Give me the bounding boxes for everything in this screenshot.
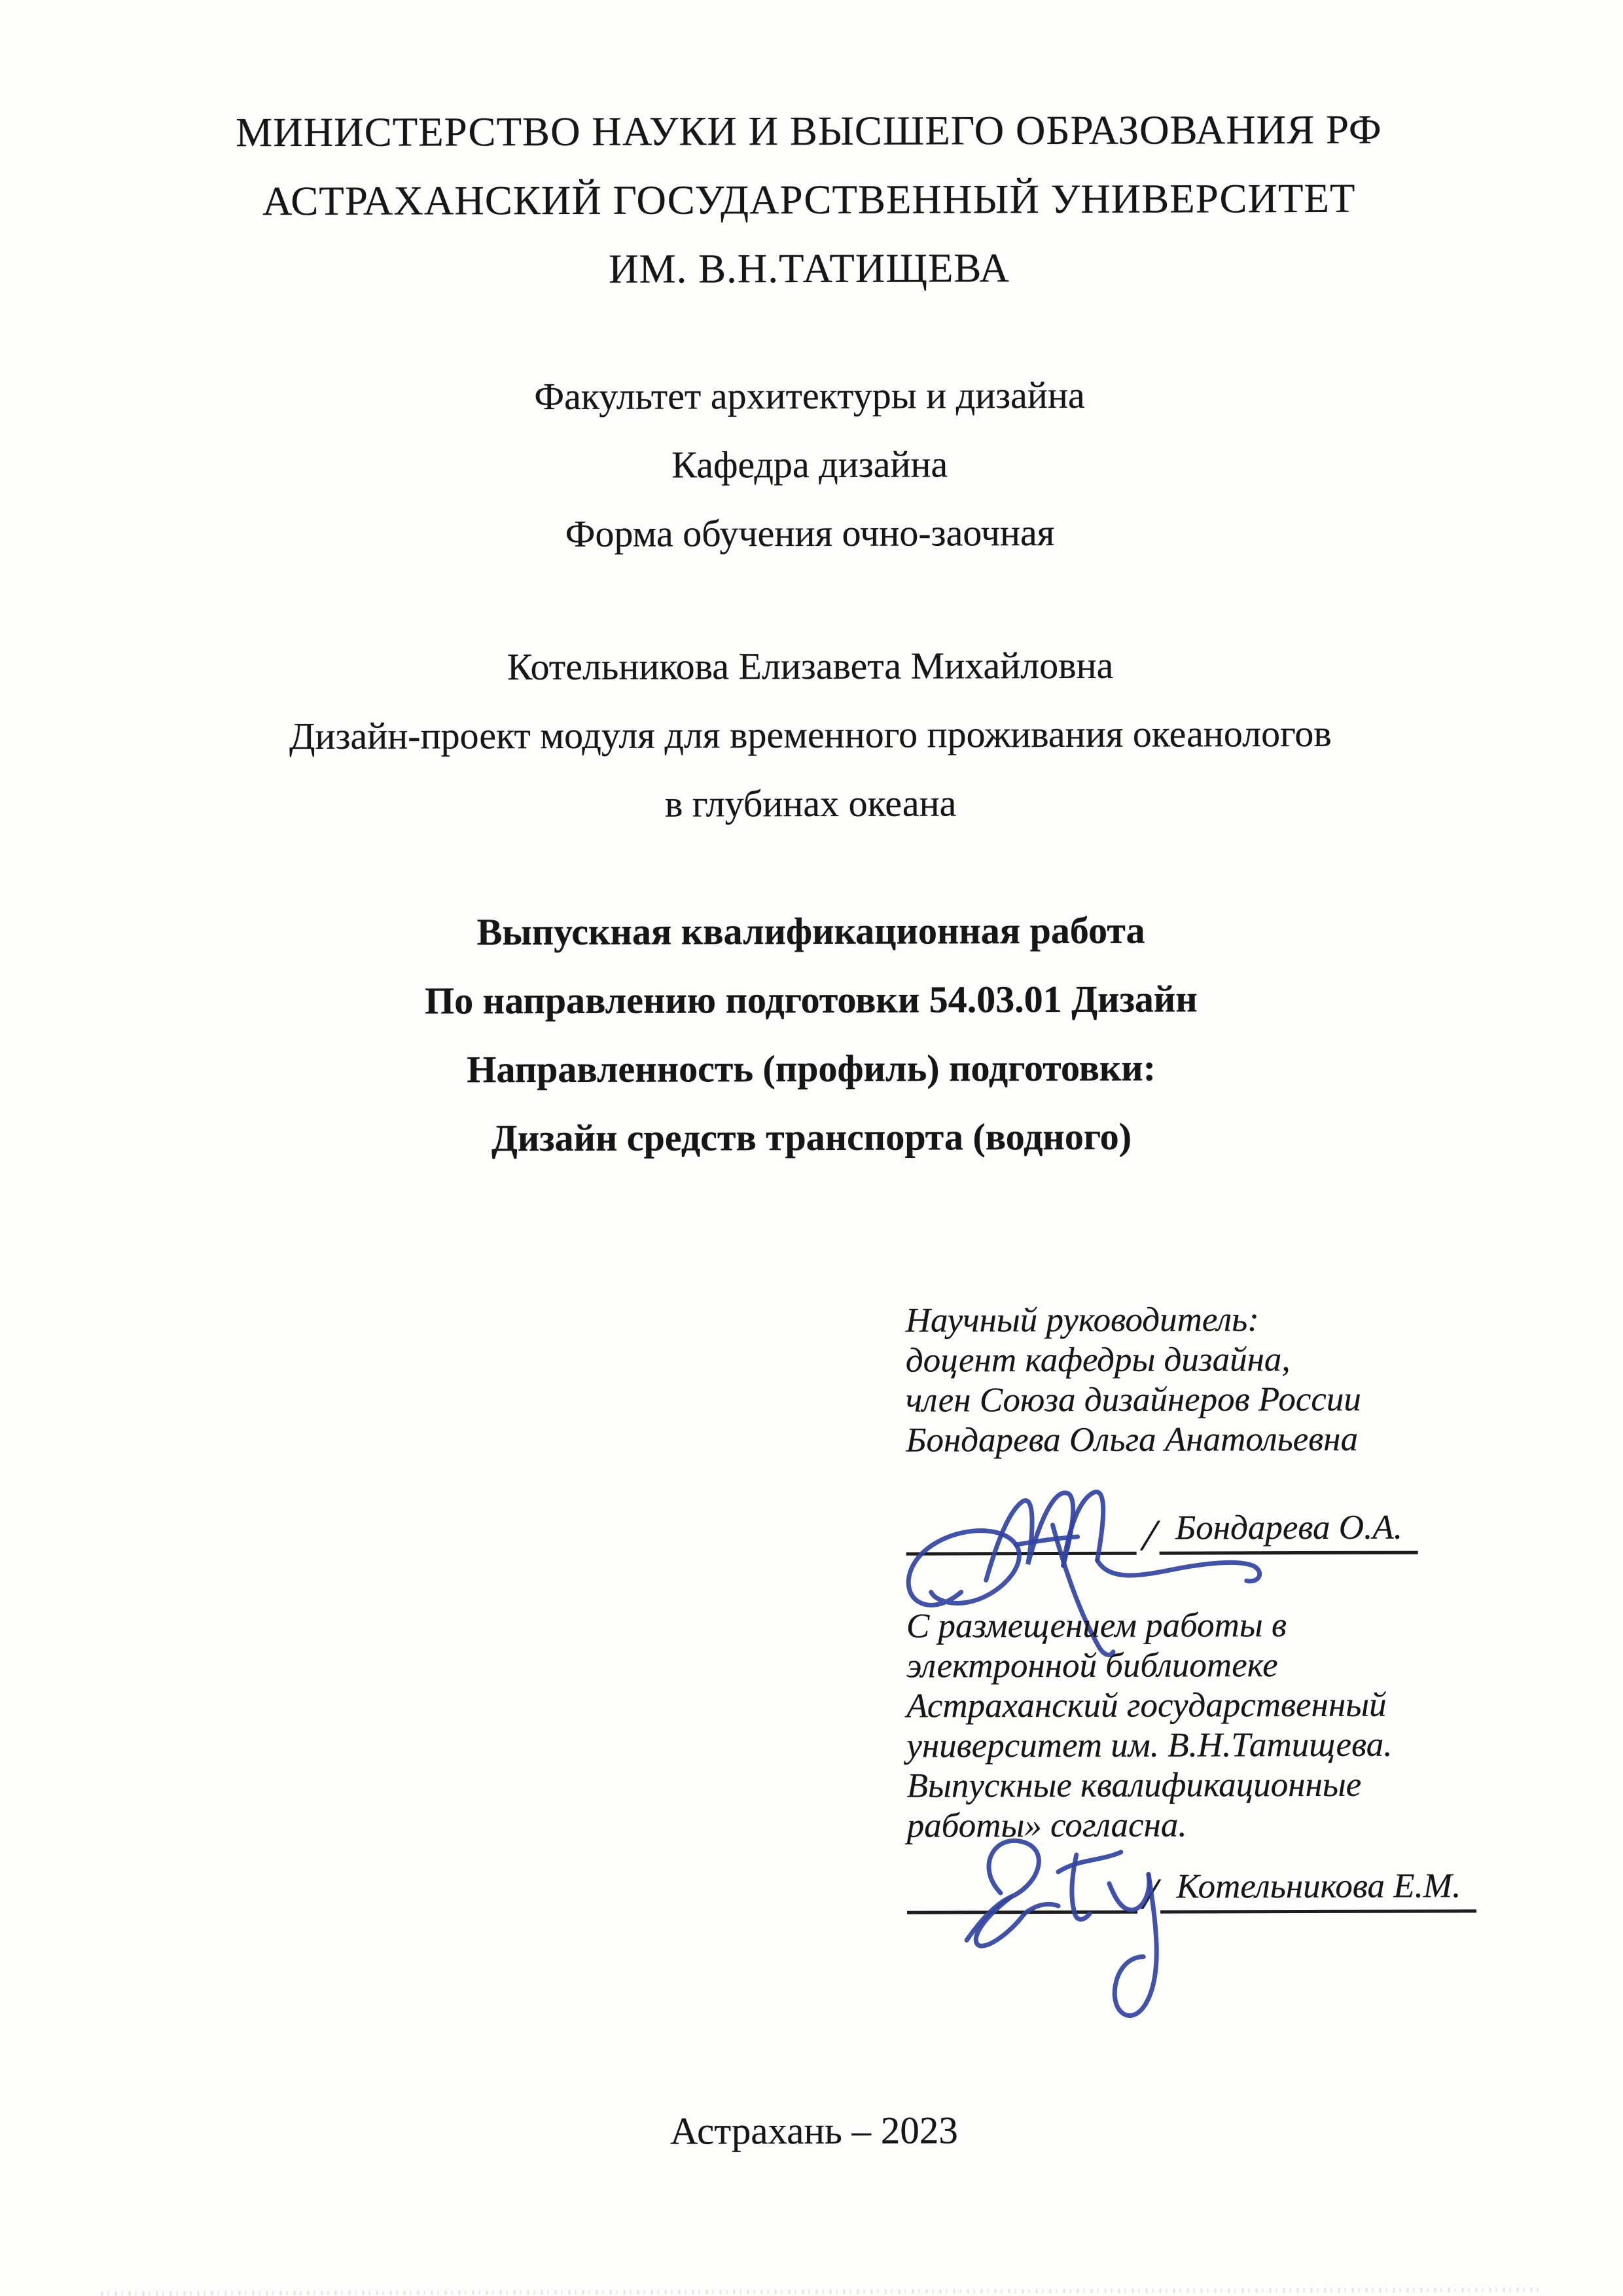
student-signature-name: Котельникова Е.М.	[1160, 1866, 1476, 1913]
scan-edge-artifact	[101, 2287, 1541, 2296]
work-type-line: Выпускная квалификационная работа	[476, 908, 1145, 954]
supervisor-signature-row	[906, 1507, 1418, 1562]
consent-line-2: электронной библиотеке	[906, 1646, 1278, 1685]
student-signature	[938, 1815, 1220, 2032]
study-form-line: Форма обучения очно-заочная	[565, 511, 1055, 555]
faculty-line: Факультет архитектуры и дизайна	[534, 373, 1085, 418]
author-name: Котельникова Елизавета Михайловна	[507, 643, 1114, 689]
consent-block	[906, 1605, 1393, 1846]
student-signature-line	[907, 1867, 1137, 1914]
supervisor-position: доцент кафедры дизайна,	[905, 1340, 1291, 1380]
consent-line-4: университет им. В.Н.Татищева.	[906, 1725, 1393, 1765]
department-line: Кафедра дизайна	[671, 442, 948, 486]
consent-line-5: Выпускные квалификационные	[906, 1765, 1362, 1805]
supervisor-signature-name: Бондарева О.А.	[1160, 1508, 1418, 1555]
university-line: АСТРАХАНСКИЙ ГОСУДАРСТВЕННЫЙ УНИВЕРСИТЕТ	[262, 175, 1356, 224]
profile-line: Дизайн средств транспорта (водного)	[491, 1115, 1132, 1160]
city-year: Астрахань – 2023	[669, 2108, 958, 2153]
qualification-block	[0, 895, 1623, 1174]
supervisor-signature-line	[906, 1508, 1136, 1556]
supervisor-heading: Научный руководитель:	[905, 1300, 1259, 1340]
header-block	[0, 95, 1621, 305]
ministry-line: МИНИСТЕРСТВО НАУКИ И ВЫСШЕГО ОБРАЗОВАНИЯ РФ	[236, 106, 1382, 156]
student-slash: /	[1142, 1869, 1159, 1920]
footer-block	[3, 2106, 1623, 2155]
supervisor-block	[906, 1300, 1361, 1461]
consent-line-3: Астраханский государственный	[906, 1685, 1387, 1725]
supervisor-slash: /	[1141, 1510, 1158, 1562]
consent-line-6: работы» согласна.	[906, 1806, 1187, 1845]
supervisor-membership: член Союза дизайнеров России	[905, 1380, 1361, 1420]
profile-label-line: Направленность (профиль) подготовки:	[467, 1046, 1156, 1091]
work-title-line-2: в глубинах океана	[664, 781, 957, 825]
consent-line-1: С размещением работы в	[906, 1606, 1287, 1645]
direction-line: По направлению подготовки 54.03.01 Дизайн	[425, 977, 1198, 1022]
author-title-block	[0, 630, 1622, 840]
supervisor-full-name: Бондарева Ольга Анатольевна	[906, 1420, 1359, 1460]
university-named-after-line: ИМ. В.Н.ТАТИЩЕВА	[608, 245, 1010, 292]
org-block	[0, 359, 1622, 569]
work-title-line-1: Дизайн-проект модуля для временного проживания океанологов	[289, 711, 1332, 758]
student-signature-row	[907, 1865, 1477, 1920]
